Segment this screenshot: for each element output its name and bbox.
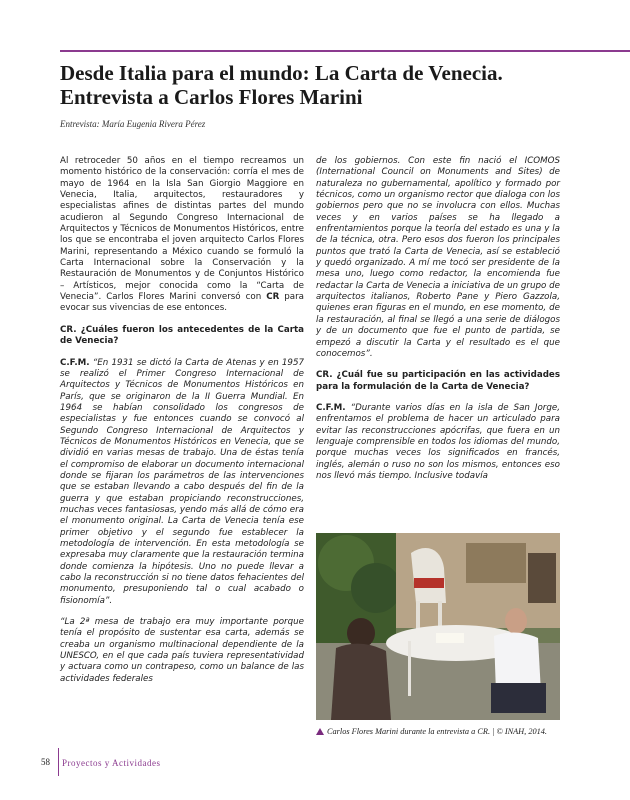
interview-photo-illustration (316, 533, 560, 720)
intro-cr: CR (266, 292, 280, 303)
answer-2 (316, 403, 560, 482)
answer-1-lead: C.F.M. (60, 357, 90, 368)
left-column (60, 156, 304, 695)
triangle-icon (316, 728, 324, 735)
interview-photo (316, 533, 560, 720)
intro-text-end: para evocar sus vivencias de ese entonces. (60, 292, 304, 314)
answer-1-text: “En 1931 se dictó la Carta de Atenas y en 1957 se realizó el Primer Congreso Internacional de Arquitectos y Técnicos de Monumentos Históricos en París, que se originaron de la II Guerra Mundial. En 1964 se habían consolidado los congresos de especialistas y fue entonces cuando se convocó al Segundo Congreso Internacional de Arquitectos y Técnicos de Monumentos Históricos en Venecia, que se dividió en varias mesas de trabajo. Una de éstas tenía el compromiso de elaborar un documento internacional donde se fijaran los parámetros de las intervenciones que se estaban llevando a cabo después del fin de la guerra y que estaban propiciando reconstrucciones, muchas veces fantasiosas, yendo más allá de cómo era el monumento original. La Carta de Venecia tenía ese primer objetivo y el segundo fue establecer la metodología de intervención. En esta metodología se expresaba muy claramente que la restauración termina donde comienza la hipótesis. Uno no puede llevar a cabo la reconstrucción si no tiene datos fehacientes del monumento, presuponiendo tal o cual acabado o fisionomía”. (60, 357, 304, 606)
photo-caption (316, 727, 560, 736)
title-line-1: Desde Italia para el mundo: La Carta de Venecia. (60, 61, 503, 85)
answer-2-text: “Durante varios días en la isla de San Jorge, enfrentamos el problema de hacer un articulado para evitar las reconstrucciones apócrifas, que fuera en un lenguaje comprensible en todos los idiomas del mundo, porque muchas veces los significados en francés, inglés, alemán o ruso no son los mismos, entonces eso nos llevó más tiempo. Inclusive todavía (316, 402, 560, 481)
question-1: CR. ¿Cuáles fueron los antecedentes de la Carta de Venecia? (60, 324, 304, 347)
answer-2-lead: C.F.M. (316, 402, 346, 413)
footer-rule (58, 748, 59, 776)
question-2: CR. ¿Cuál fue su participación en las actividades para la formulación de la Carta de Venecia? (316, 370, 560, 392)
answer-1-continued: “La 2ª mesa de trabajo era muy importante porque tenía el propósito de sustentar esa carta, además se creaba un organismo multinacional dependiente de la UNESCO, en el que cada país tuviera representatividad y actuara como un contrapeso, como un balance de las actividades federales (60, 617, 304, 684)
caption-text: Carlos Flores Marini durante la entrevista a CR. | © INAH, 2014. (327, 727, 547, 736)
intro-text: Al retroceder 50 años en el tiempo recreamos un momento histórico de la conservación: corría el mes de mayo de 1964 en la Isla San Giorgio Maggiore en Venecia, Italia, arquitectos, restauradores y especialistas afines de distintas partes del mundo acudieron al Segundo Congreso Internacional de Arquitectos y Técnicos de Monumentos Históricos, entre los que se encontraba el joven arquitecto Carlos Flores Marini, representando a México cuando se formuló la Carta Internacional sobre la Conservación y la Restauración de Monumentos y de Conjuntos Histórico – Artísticos, mejor conocida como la “Carta de Venecia”. Carlos Flores Marini conversó con (60, 156, 304, 303)
answer-1 (60, 358, 304, 608)
right-column (316, 156, 560, 492)
section-label: Proyectos y Actividades (62, 758, 161, 768)
article-title (60, 61, 580, 109)
right-column-continuation: de los gobiernos. Con este fin nació el ICOMOS (International Council on Monuments and Sites) de naturaleza no gubernamental, apolítico y formado por técnicos, como un organismo rector que dialoga con los gobiernos pero que no se involucra con ellos. Muchas veces y en varios países se ha llegado a enfrentamientos porque la teoría del estado es una y la de la técnica, otra. Pero esos dos fueron los principales puntos que trató la Carta de Venecia, así se estableció y quedó organizado. A mí me tocó ser presidente de la mesa uno, luego como redactor, la encomienda fue redactar la Carta de Venecia a iniciativa de un grupo de arquitectos italianos, Roberto Pane y Piero Gazzola, quienes eran figuras en el mundo, en ese momento, de la restauración, al final se llegó a una serie de diálogos y de un documento que fue el punto de partida, se empezó a discutir la Carta y el resultado es el que conocemos”. (316, 156, 560, 359)
top-rule (60, 50, 630, 52)
title-line-2: Entrevista a Carlos Flores Marini (60, 85, 363, 109)
page-number: 58 (41, 757, 50, 767)
byline: Entrevista: María Eugenia Rivera Pérez (60, 119, 206, 129)
intro-paragraph (60, 156, 304, 315)
